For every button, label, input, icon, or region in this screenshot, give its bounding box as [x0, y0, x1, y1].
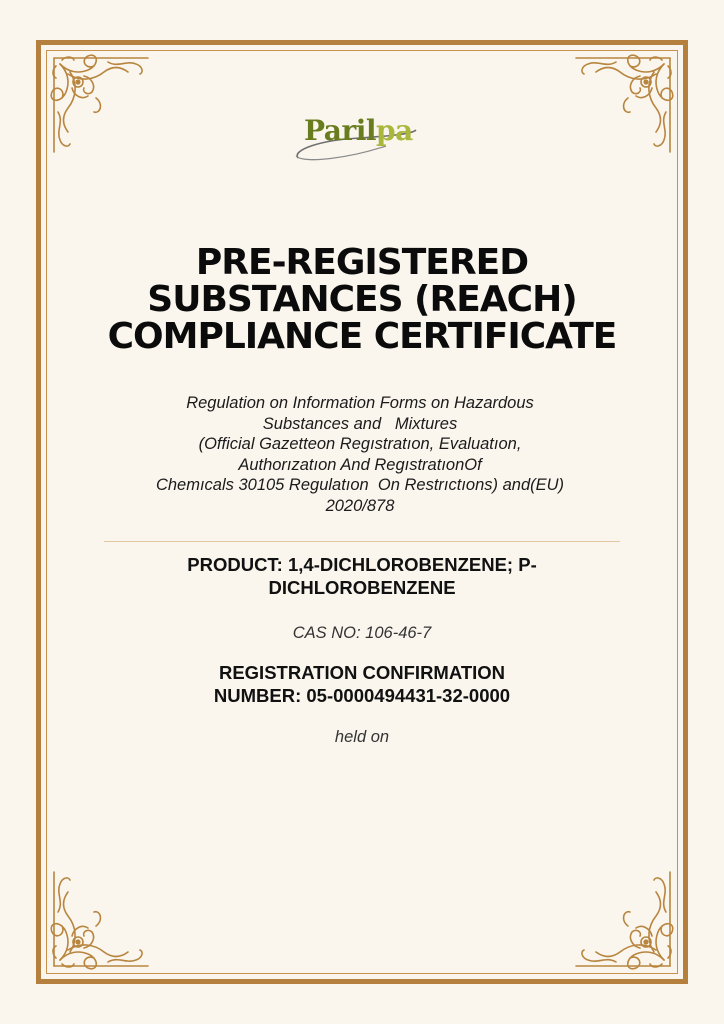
title-line: COMPLIANCE CERTIFICATE	[107, 316, 617, 357]
regulation-line: Authorızatıon And RegıstratıonOf	[238, 455, 482, 474]
product-line: PRODUCT: 1,4-DICHLOROBENZENE; P-	[187, 554, 537, 575]
certificate-title	[62, 244, 662, 355]
corner-ornament-icon	[48, 862, 158, 972]
regulation-line: Regulation on Information Forms on Hazardous	[186, 394, 534, 412]
regulation-line: Substances and Mixtures	[262, 414, 458, 433]
section-divider	[104, 541, 620, 542]
regulation-description	[90, 393, 630, 516]
registration-line: REGISTRATION CONFIRMATION	[218, 662, 506, 683]
title-line: SUBSTANCES (REACH)	[147, 279, 577, 320]
corner-ornament-icon	[566, 862, 676, 972]
logo-wordmark	[304, 114, 413, 147]
logo-text-part2: pa	[375, 114, 413, 147]
held-on-label: held on	[334, 728, 390, 746]
regulation-line: Chemıcals 30105 Regulatıon On Restrıctıons) and(EU)	[155, 476, 565, 494]
product-line: DICHLOROBENZENE	[268, 577, 456, 598]
registration-line: NUMBER: 05-0000494431-32-0000	[213, 685, 511, 706]
company-logo	[290, 112, 420, 168]
corner-ornament-icon	[48, 52, 158, 162]
corner-ornament-icon	[566, 52, 676, 162]
registration-number	[62, 661, 662, 707]
regulation-line: 2020/878	[325, 496, 395, 515]
regulation-line: (Official Gazetteon Regıstratıon, Evaluatıon,	[198, 435, 522, 453]
cas-number: CAS NO: 106-46-7	[292, 624, 432, 642]
product-name	[62, 553, 662, 599]
title-line: PRE-REGISTERED	[195, 242, 529, 283]
logo-text-part1: Paril	[304, 114, 376, 147]
